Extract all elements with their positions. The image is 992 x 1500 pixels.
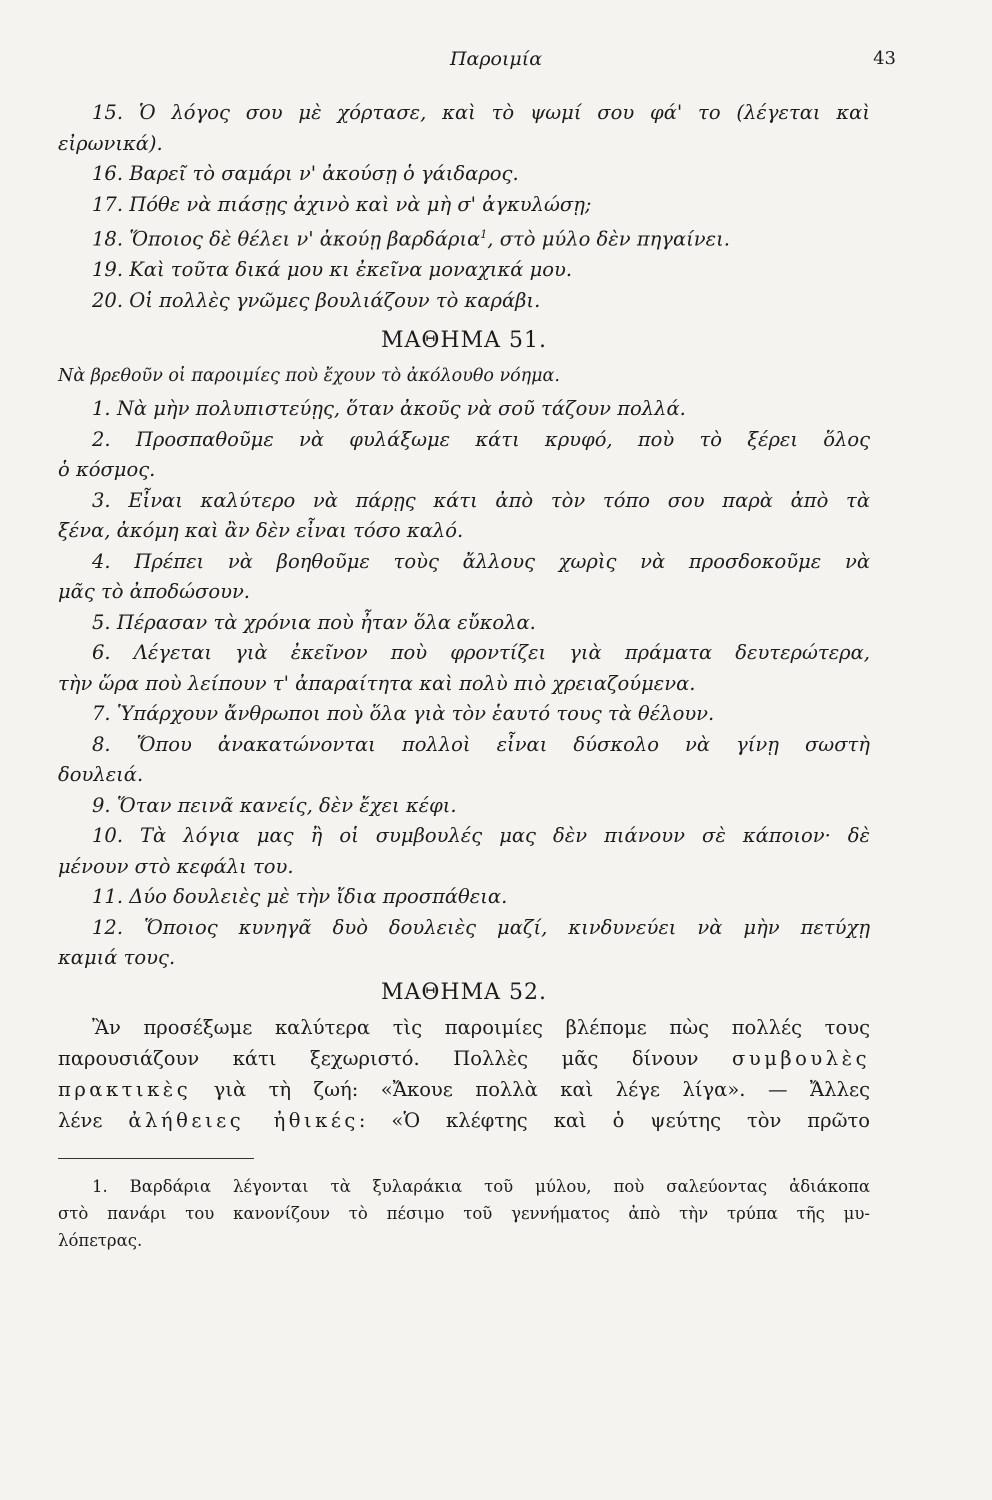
item-text: Λέγεται γιὰ ἐκεῖνον ποὺ φροντίζει γιὰ πράματα δευτερώτερα, [133,641,870,664]
item-text: Δύο δουλειὲς μὲ τὴν ἴδια προσπάθεια. [129,885,508,908]
paragraph-text: : «Ὁ κλέφτης καὶ ὁ ψεύτης τὸν πρῶτο [358,1108,870,1132]
item-text: Ὅταν πεινᾶ κανείς, δὲν ἔχει κέφι. [116,793,457,817]
lesson-51 [58,322,870,974]
item-number: 10. [92,824,124,847]
item-text: Ὑπάρχουν ἄνθρωποι ποὺ ὅλα γιὰ τὸν ἑαυτό τους τὰ θέλουν. [116,702,715,725]
item-text: Νὰ μὴν πολυπιστεύῃς, ὅταν ἀκοῦς νὰ σοῦ τάζουν πολλά. [116,397,686,420]
lesson-52-heading: ΜΑΘΗΜΑ 52. [380,979,548,1005]
proverb-text-continued: , στὸ μύλο δὲν πηγαίνει. [487,227,730,251]
item-number: 11. [92,885,124,908]
proverb-text: Ὅποιος δὲ θέλει ν' ἀκούῃ βαρδάρια [129,227,481,251]
exercise-item-10 [58,821,870,852]
footnote-line-2: στὸ πανάρι του κανονίζουν τὸ πέσιμο τοῦ γεννήματος ἀπὸ τὴν τρύπα τῆς μυ- [58,1203,870,1223]
item-text: Προσπαθοῦμε νὰ φυλάξωμε κάτι κρυφό, ποὺ τὸ ξέρει ὅλος [135,427,870,451]
paragraph-text: γιὰ τὴ ζωή: «Ἄκουε πολλὰ καὶ λέγε λίγα». — Ἄλλες [191,1077,870,1101]
exercise-item-11 [58,882,870,913]
proverb-number: 20. [92,288,124,312]
lesson-51-heading: ΜΑΘΗΜΑ 51. [380,328,548,353]
item-number: 8. [92,732,111,756]
proverb-number: 15. [92,101,124,124]
item-number: 4. [92,549,111,573]
proverb-17 [58,190,870,221]
proverb-text: Οἱ πολλὲς γνῶμες βουλιάζουν τὸ καράβι. [129,288,541,312]
exercise-item-2-continued: ὁ κόσμος. [58,458,156,481]
emphasized-term: ἀλήθειες ἠθικές [128,1108,359,1132]
proverb-16 [58,159,870,190]
proverb-15-continued: εἰρωνικά). [58,131,163,155]
item-number: 1. [92,397,111,420]
item-number: 3. [92,488,111,512]
proverb-18 [58,220,870,255]
proverb-text: Ὁ λόγος σου μὲ χόρτασε, καὶ τὸ ψωμί σου φά' το (λέγεται καὶ [138,101,870,124]
item-number: 7. [92,702,111,725]
exercise-item-4-continued: μᾶς τὸ ἀποδώσουν. [58,580,251,603]
exercise-item-6 [58,638,870,669]
proverb-text: Πόθε νὰ πιάσῃς ἀχινὸ καὶ νὰ μὴ σ' ἀγκυλώσῃ; [129,192,592,216]
proverb-number: 16. [92,162,124,185]
item-number: 2. [92,427,111,451]
exercise-item-9 [58,791,870,822]
item-text: Πρέπει νὰ βοηθοῦμε τοὺς ἄλλους χωρὶς νὰ προσδοκοῦμε νὰ [134,549,870,573]
lesson-52-paragraph-line-4 [58,1105,870,1136]
exercise-item-12 [58,913,870,944]
proverb-15 [58,98,870,129]
footnote-line-3: λόπετρας. [58,1230,143,1250]
exercise-item-12-continued: καμιά τους. [58,946,176,969]
exercise-item-10-continued: μένουν στὸ κεφάλι του. [58,854,294,878]
proverb-number: 17. [92,192,124,216]
item-number: 6. [92,641,111,664]
lesson-52-paragraph-line-1: Ἂν προσέξωμε καλύτερα τὶς παροιμίες βλέπομε πὼς πολλές τους [92,1015,870,1039]
page-content [58,98,870,1254]
lesson-52-paragraph-line-3 [58,1074,870,1105]
paragraph-text: λένε [58,1108,129,1132]
exercise-item-4 [58,547,870,578]
emphasized-term: πρακτικὲς [58,1077,192,1101]
exercise-item-6-continued: τὴν ὥρα ποὺ λείπουν τ' ἀπαραίτητα καὶ πολὺ πιὸ χρειαζούμενα. [58,671,696,695]
proverb-20 [58,286,870,317]
item-text: Πέρασαν τὰ χρόνια ποὺ ἦταν ὅλα εὔκολα. [116,610,536,634]
item-number: 9. [92,793,111,817]
running-title: Παροιμία [449,48,543,70]
exercise-item-1 [58,394,870,425]
proverb-number: 18. [92,227,124,251]
exercise-item-7 [58,699,870,730]
proverb-number: 19. [92,258,124,281]
exercise-item-2 [58,425,870,456]
footnote-line-1: 1. Βαρδάρια λέγονται τὰ ξυλαράκια τοῦ μύλου, ποὺ σαλεύοντας ἀδιάκοπα [92,1176,870,1196]
exercise-item-3 [58,486,870,517]
footnote-marker: 1 [480,228,488,241]
lesson-52 [58,974,870,1136]
item-text: Εἶναι καλύτερο νὰ πάρῃς κάτι ἀπὸ τὸν τόπο σου παρὰ ἀπὸ τὰ [128,488,870,512]
footnote-divider [58,1158,254,1159]
exercise-item-8 [58,730,870,761]
lesson-51-instruction: Νὰ βρεθοῦν οἱ παροιμίες ποὺ ἔχουν τὸ ἀκόλουθο νόημα. [58,366,560,386]
item-text: Ὅπου ἀνακατώνονται πολλοὶ εἶναι δύσκολο νὰ γίνῃ σωστὴ [136,732,870,756]
exercise-item-8-continued: δουλειά. [58,763,144,786]
proverb-list [58,98,870,316]
lesson-52-paragraph-line-2 [58,1043,870,1074]
exercise-item-5 [58,608,870,639]
proverb-text: Βαρεῖ τὸ σαμάρι ν' ἀκούσῃ ὁ γάιδαρος. [129,162,519,185]
page-number: 43 [873,48,896,69]
proverb-19 [58,255,870,286]
item-number: 12. [92,915,124,939]
item-text: Τὰ λόγια μας ἢ οἱ συμβουλές μας δὲν πιάνουν σὲ κάποιον· δὲ [140,824,870,847]
page-header [0,48,992,74]
item-number: 5. [92,610,111,634]
footnote [58,1173,870,1254]
emphasized-term: συμβουλὲς [732,1046,870,1070]
exercise-item-3-continued: ξένα, ἀκόμη καὶ ἂν δὲν εἶναι τόσο καλό. [58,519,464,542]
proverb-text: Καὶ τοῦτα δικά μου κι ἐκεῖνα μοναχικά μου. [129,258,573,281]
paragraph-text: παρουσιάζουν κάτι ξεχωριστό. Πολλὲς μᾶς δίνουν [58,1046,733,1070]
item-text: Ὅποιος κυνηγᾶ δυὸ δουλειὲς μαζί, κινδυνεύει νὰ μὴν πετύχῃ [144,915,870,939]
